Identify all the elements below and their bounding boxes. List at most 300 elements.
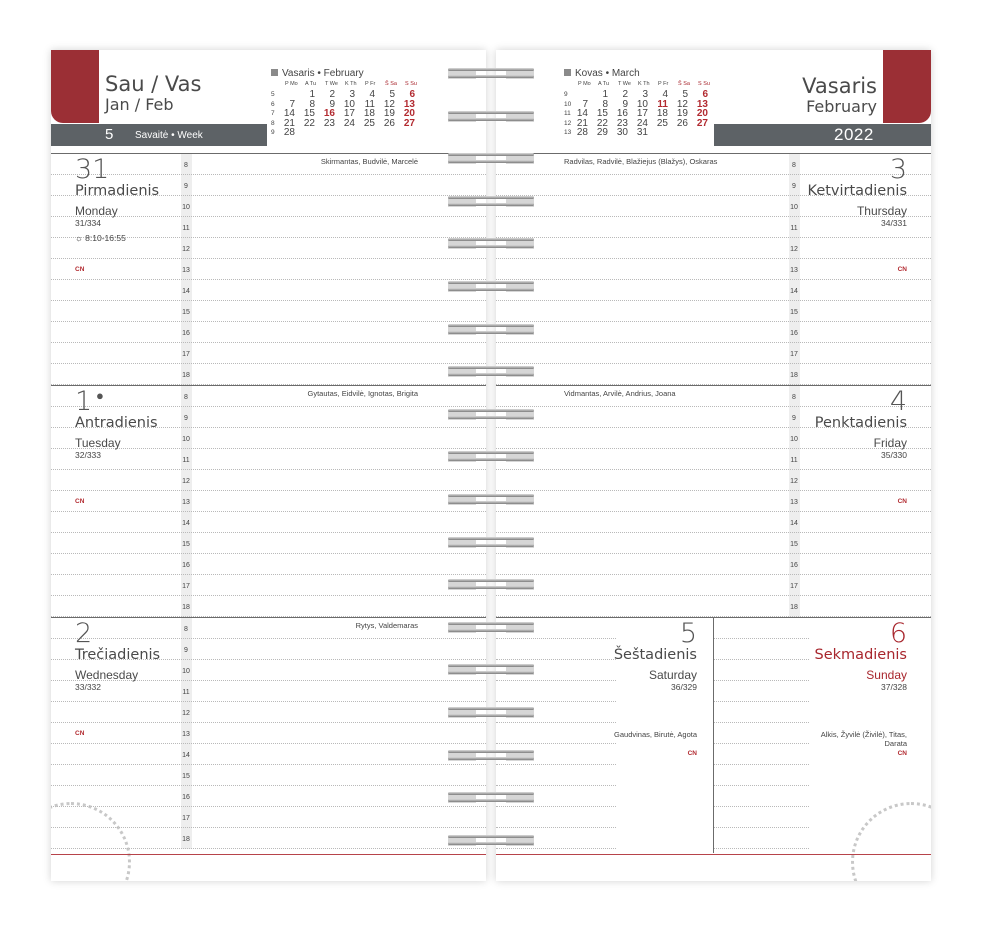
calendar-day: 28 — [283, 127, 295, 138]
hour-label-12: 12 — [790, 478, 798, 485]
hour-label-8: 8 — [184, 394, 188, 401]
cn-marker: CN — [897, 750, 907, 757]
day-number: 5 — [679, 618, 697, 649]
sunrise-sunset: ☼ 8:10-16:55 — [75, 233, 126, 243]
hour-label-18: 18 — [182, 604, 190, 611]
ring-wire — [448, 153, 534, 156]
week-number: 5 — [105, 126, 114, 143]
hour-rule — [496, 511, 931, 512]
calendar-day: 23 — [323, 117, 335, 129]
day-number: 1 — [75, 386, 93, 417]
weekday-header: Š Sa — [678, 81, 690, 87]
day-divider — [51, 153, 486, 154]
week-number: 9 — [271, 129, 275, 136]
weekend-rule — [714, 827, 809, 828]
weekday-header: A Tu — [305, 81, 317, 87]
calendar-day: 17 — [636, 108, 648, 119]
hour-label-16: 16 — [182, 562, 190, 569]
calendar-day: 9 — [622, 98, 628, 110]
ring-wire — [448, 281, 534, 284]
day-of-year: 31/334 — [75, 218, 101, 228]
calendar-day: 23 — [616, 117, 628, 129]
week-number: 5 — [271, 91, 275, 98]
mini-calendar-title: Vasaris • February — [271, 68, 364, 79]
spiral-ring — [448, 64, 534, 82]
calendar-day: 21 — [576, 117, 588, 129]
day-number: 6 — [889, 618, 907, 649]
hour-label-11: 11 — [790, 225, 798, 232]
hour-label-18: 18 — [182, 372, 190, 379]
weekend-rule — [496, 764, 616, 765]
hour-label-14: 14 — [182, 752, 190, 759]
bottom-rule — [51, 854, 486, 855]
hour-label-15: 15 — [790, 541, 798, 548]
name-days: Skirmantas, Budvilė, Marcelė — [320, 157, 418, 166]
hour-label-9: 9 — [184, 647, 188, 654]
hour-rule — [51, 363, 486, 364]
day-divider — [51, 385, 486, 386]
hour-rule — [496, 258, 931, 259]
hour-label-17: 17 — [182, 815, 190, 822]
ring-wire — [448, 68, 534, 71]
mini-calendar-february — [271, 68, 421, 148]
day-name-lt: Šeštadienis — [613, 647, 697, 663]
hour-label-9: 9 — [184, 183, 188, 190]
day-number: 2 — [75, 618, 93, 649]
name-days: Gaudvinas, Birutė, Agota — [614, 730, 697, 739]
hour-label-14: 14 — [182, 288, 190, 295]
year-bar — [714, 124, 931, 146]
hour-label-17: 17 — [182, 351, 190, 358]
ring-wire — [448, 238, 534, 241]
ring-wire — [448, 501, 534, 504]
hour-label-8: 8 — [792, 394, 796, 401]
calendar-day: 13 — [403, 98, 415, 110]
calendar-day: 16 — [323, 108, 335, 119]
calendar-day: 12 — [676, 98, 688, 110]
cn-marker: CN — [687, 750, 697, 757]
calendar-day: 19 — [676, 108, 688, 119]
hour-rule — [51, 848, 486, 849]
hour-rule — [51, 300, 486, 301]
weekend-rule — [496, 785, 616, 786]
hour-label-16: 16 — [790, 562, 798, 569]
hour-label-8: 8 — [184, 626, 188, 633]
calendar-day: 14 — [283, 108, 295, 119]
bottom-rule — [496, 854, 931, 855]
weekend-rule — [714, 848, 809, 849]
hour-label-16: 16 — [182, 794, 190, 801]
calendar-day: 26 — [383, 117, 395, 129]
ring-wire — [448, 757, 534, 760]
hour-rule — [51, 342, 486, 343]
hour-rule — [51, 785, 486, 786]
hour-rule — [51, 701, 486, 702]
hour-label-18: 18 — [790, 372, 798, 379]
day-divider — [496, 153, 931, 154]
day-divider — [51, 617, 486, 618]
calendar-day: 4 — [369, 89, 375, 100]
calendar-day: 2 — [329, 89, 335, 100]
square-icon — [564, 69, 571, 76]
weekday-header: K Th — [345, 81, 357, 87]
ring-wire — [448, 714, 534, 717]
ring-wire — [448, 111, 534, 114]
hour-rule — [51, 574, 486, 575]
weekday-header: S Su — [405, 81, 417, 87]
ring-wire — [448, 245, 534, 248]
weekend-rule — [496, 701, 616, 702]
decorative-dotted-arc — [851, 802, 931, 881]
ring-wire — [448, 196, 534, 199]
mini-calendar-march — [564, 68, 714, 148]
calendar-day: 7 — [582, 98, 588, 110]
weekend-rule — [496, 827, 616, 828]
ring-wire — [448, 629, 534, 632]
day-name-lt: Ketvirtadienis — [807, 183, 907, 199]
day-of-year: 37/328 — [881, 682, 907, 692]
ring-wire — [448, 750, 534, 753]
day-name-lt: Penktadienis — [814, 415, 907, 431]
hour-label-17: 17 — [790, 351, 798, 358]
ring-wire — [448, 671, 534, 674]
week-number: 13 — [564, 129, 572, 136]
hour-label-12: 12 — [182, 478, 190, 485]
day-number: 4 — [889, 386, 907, 417]
hour-label-16: 16 — [182, 330, 190, 337]
hour-rule — [496, 532, 931, 533]
hour-label-9: 9 — [792, 415, 796, 422]
calendar-day: 20 — [403, 108, 415, 119]
spiral-ring — [448, 618, 534, 636]
spiral-ring — [448, 533, 534, 551]
calendar-day: 13 — [696, 98, 708, 110]
ring-wire — [448, 118, 534, 121]
cn-marker: CN — [897, 498, 907, 505]
calendar-day: 22 — [303, 117, 315, 129]
calendar-day: 20 — [696, 108, 708, 119]
calendar-day: 2 — [622, 89, 628, 100]
calendar-day: 24 — [343, 117, 355, 129]
right-header-title: Vasaris — [802, 74, 877, 98]
spiral-ring — [448, 149, 534, 167]
day-name-en: Friday — [873, 436, 907, 450]
hour-label-17: 17 — [790, 583, 798, 590]
hour-label-14: 14 — [790, 288, 798, 295]
spiral-ring — [448, 831, 534, 849]
weekday-header: A Tu — [598, 81, 610, 87]
ring-wire — [448, 416, 534, 419]
decorative-dotted-arc — [51, 802, 131, 881]
calendar-day: 1 — [602, 89, 608, 100]
spiral-ring — [448, 277, 534, 295]
calendar-day: 26 — [676, 117, 688, 129]
calendar-day: 11 — [657, 98, 668, 110]
day-of-year: 33/332 — [75, 682, 101, 692]
ring-wire — [448, 579, 534, 582]
calendar-day: 11 — [364, 98, 375, 110]
hour-label-13: 13 — [790, 267, 798, 274]
hour-rule — [496, 490, 931, 491]
hour-rule — [51, 722, 486, 723]
calendar-day: 7 — [289, 98, 295, 110]
day-name-en: Thursday — [856, 204, 907, 218]
weekday-header: S Su — [698, 81, 710, 87]
ring-wire — [448, 366, 534, 369]
week-number: 6 — [271, 100, 275, 108]
right-header-subtitle: February — [806, 97, 877, 116]
calendar-day: 10 — [636, 98, 648, 110]
day-name-lt: Pirmadienis — [75, 183, 160, 199]
calendar-day: 15 — [303, 108, 315, 119]
hour-label-13: 13 — [182, 499, 190, 506]
spiral-ring — [448, 107, 534, 125]
weekday-header: Š Sa — [385, 81, 397, 87]
day-name-en: Monday — [75, 204, 118, 218]
hour-label-15: 15 — [182, 541, 190, 548]
hour-label-14: 14 — [182, 520, 190, 527]
hour-label-9: 9 — [792, 183, 796, 190]
cn-marker: CN — [897, 266, 907, 273]
calendar-day: 8 — [309, 98, 315, 110]
calendar-day: 14 — [576, 108, 588, 119]
weekend-rule — [496, 722, 616, 723]
calendar-day: 6 — [702, 89, 708, 100]
hour-rule — [51, 827, 486, 828]
calendar-day: 19 — [383, 108, 395, 119]
calendar-day: 6 — [409, 89, 415, 100]
name-days: Radvilas, Radvilė, Blažiejus (Blažys), Oskaras — [564, 157, 718, 166]
ring-wire — [448, 544, 534, 547]
weekend-rule — [714, 701, 809, 702]
hour-rule — [51, 321, 486, 322]
ring-wire — [448, 664, 534, 667]
spiral-ring — [448, 192, 534, 210]
week-number: 11 — [564, 110, 571, 117]
calendar-day: 31 — [636, 127, 648, 138]
weekday-header: P Mo — [285, 81, 298, 87]
ring-wire — [448, 799, 534, 802]
hour-label-10: 10 — [182, 436, 190, 443]
spiral-ring — [448, 362, 534, 380]
hour-label-12: 12 — [182, 710, 190, 717]
week-bar — [51, 124, 267, 146]
calendar-day: 15 — [596, 108, 608, 119]
calendar-day: 5 — [389, 89, 395, 100]
spiral-ring — [448, 746, 534, 764]
day-number: 3 — [889, 154, 907, 185]
ring-wire — [448, 622, 534, 625]
hour-label-12: 12 — [790, 246, 798, 253]
calendar-day: 3 — [642, 89, 648, 100]
ring-wire — [448, 451, 534, 454]
week-number: 9 — [564, 91, 568, 98]
hour-rule — [496, 342, 931, 343]
ring-wire — [448, 586, 534, 589]
hour-label-13: 13 — [790, 499, 798, 506]
weekend-separator — [713, 618, 714, 853]
weekday-header: T We — [325, 81, 338, 87]
hour-rule — [496, 321, 931, 322]
hour-label-18: 18 — [182, 836, 190, 843]
hour-rule — [496, 363, 931, 364]
hour-rule — [51, 553, 486, 554]
weekday-header: K Th — [638, 81, 650, 87]
hour-label-16: 16 — [790, 330, 798, 337]
day-divider — [496, 385, 931, 386]
spiral-ring — [448, 490, 534, 508]
moon-phase-icon: ● — [96, 388, 104, 403]
weekend-rule — [714, 764, 809, 765]
hour-rule — [51, 511, 486, 512]
left-color-tab — [51, 50, 99, 123]
hour-label-18: 18 — [790, 604, 798, 611]
hour-label-11: 11 — [182, 457, 190, 464]
day-name-lt: Antradienis — [75, 415, 158, 431]
calendar-day: 12 — [383, 98, 395, 110]
calendar-day: 9 — [329, 98, 335, 110]
weekend-rule — [496, 638, 616, 639]
day-number: 31 — [75, 154, 110, 185]
day-name-lt: Sekmadienis — [814, 647, 907, 663]
left-header-title: Sau / Vas — [105, 72, 202, 96]
calendar-day: 27 — [403, 117, 415, 129]
hour-label-17: 17 — [182, 583, 190, 590]
day-of-year: 36/329 — [671, 682, 697, 692]
calendar-day: 5 — [682, 89, 688, 100]
week-number: 10 — [564, 100, 572, 108]
calendar-day: 18 — [363, 108, 375, 119]
day-name-en: Saturday — [648, 668, 697, 682]
day-of-year: 35/330 — [881, 450, 907, 460]
year-label: 2022 — [834, 125, 874, 144]
spiral-ring — [448, 447, 534, 465]
week-number: 12 — [564, 119, 572, 127]
hour-rule — [51, 532, 486, 533]
hour-rule — [51, 258, 486, 259]
hour-label-12: 12 — [182, 246, 190, 253]
hour-rule — [496, 300, 931, 301]
calendar-day: 24 — [636, 117, 648, 129]
weekday-header: P Mo — [578, 81, 591, 87]
hour-label-11: 11 — [182, 225, 190, 232]
spiral-ring — [448, 660, 534, 678]
hour-rule — [51, 490, 486, 491]
hour-rule — [51, 743, 486, 744]
right-page — [496, 50, 931, 881]
calendar-day: 16 — [616, 108, 628, 119]
ring-wire — [448, 203, 534, 206]
hour-rule — [496, 574, 931, 575]
calendar-day: 30 — [616, 127, 628, 138]
name-days: Vidmantas, Arvilė, Andrius, Joana — [564, 389, 676, 398]
ring-wire — [448, 160, 534, 163]
calendar-day: 25 — [363, 117, 375, 129]
day-name-en: Tuesday — [75, 436, 121, 450]
week-label: Savaitė • Week — [135, 130, 203, 141]
ring-wire — [448, 842, 534, 845]
calendar-day: 25 — [656, 117, 668, 129]
weekday-header: P Fr — [658, 81, 669, 87]
ring-wire — [448, 458, 534, 461]
hour-label-13: 13 — [182, 267, 190, 274]
calendar-day: 18 — [656, 108, 668, 119]
calendar-day: 29 — [596, 127, 608, 138]
calendar-day: 17 — [343, 108, 355, 119]
hour-label-10: 10 — [182, 668, 190, 675]
spiral-ring — [448, 575, 534, 593]
weekend-rule — [496, 743, 616, 744]
name-days: Rytys, Valdemaras — [355, 621, 418, 630]
hour-rule — [51, 595, 486, 596]
weekend-rule — [714, 785, 809, 786]
hour-label-15: 15 — [182, 773, 190, 780]
ring-wire — [448, 792, 534, 795]
ring-wire — [448, 835, 534, 838]
hour-rule — [51, 279, 486, 280]
day-name-en: Sunday — [866, 668, 907, 682]
cn-marker: CN — [75, 498, 85, 505]
weekend-rule — [714, 743, 809, 744]
day-of-year: 34/331 — [881, 218, 907, 228]
spiral-ring — [448, 320, 534, 338]
hour-rule — [496, 595, 931, 596]
left-page — [51, 50, 486, 881]
right-color-tab — [883, 50, 931, 123]
hour-label-9: 9 — [184, 415, 188, 422]
cn-marker: CN — [75, 266, 85, 273]
ring-wire — [448, 75, 534, 78]
ring-wire — [448, 331, 534, 334]
hour-label-10: 10 — [182, 204, 190, 211]
name-days: Gytautas, Eidvilė, Ignotas, Brigita — [307, 389, 418, 398]
weekend-rule — [714, 722, 809, 723]
weekend-rule — [714, 806, 809, 807]
ring-wire — [448, 537, 534, 540]
hour-rule — [51, 638, 486, 639]
ring-wire — [448, 707, 534, 710]
cn-marker: CN — [75, 730, 85, 737]
calendar-day: 3 — [349, 89, 355, 100]
hour-rule — [496, 279, 931, 280]
hour-label-11: 11 — [790, 457, 798, 464]
weekend-rule — [714, 638, 809, 639]
hour-label-11: 11 — [182, 689, 190, 696]
calendar-day: 4 — [662, 89, 668, 100]
calendar-day: 8 — [602, 98, 608, 110]
hour-rule — [51, 806, 486, 807]
spiral-ring — [448, 703, 534, 721]
ring-wire — [448, 324, 534, 327]
calendar-day: 22 — [596, 117, 608, 129]
weekday-header: T We — [618, 81, 631, 87]
calendar-day: 21 — [283, 117, 295, 129]
hour-label-8: 8 — [792, 162, 796, 169]
day-of-year: 32/333 — [75, 450, 101, 460]
hour-rule — [51, 764, 486, 765]
hour-rule — [51, 174, 486, 175]
ring-wire — [448, 409, 534, 412]
square-icon — [271, 69, 278, 76]
hour-label-15: 15 — [790, 309, 798, 316]
hour-label-10: 10 — [790, 204, 798, 211]
calendar-day: 27 — [696, 117, 708, 129]
day-name-lt: Trečiadienis — [75, 647, 161, 663]
hour-rule — [496, 237, 931, 238]
hour-rule — [496, 553, 931, 554]
spiral-ring — [448, 788, 534, 806]
hour-label-13: 13 — [182, 731, 190, 738]
